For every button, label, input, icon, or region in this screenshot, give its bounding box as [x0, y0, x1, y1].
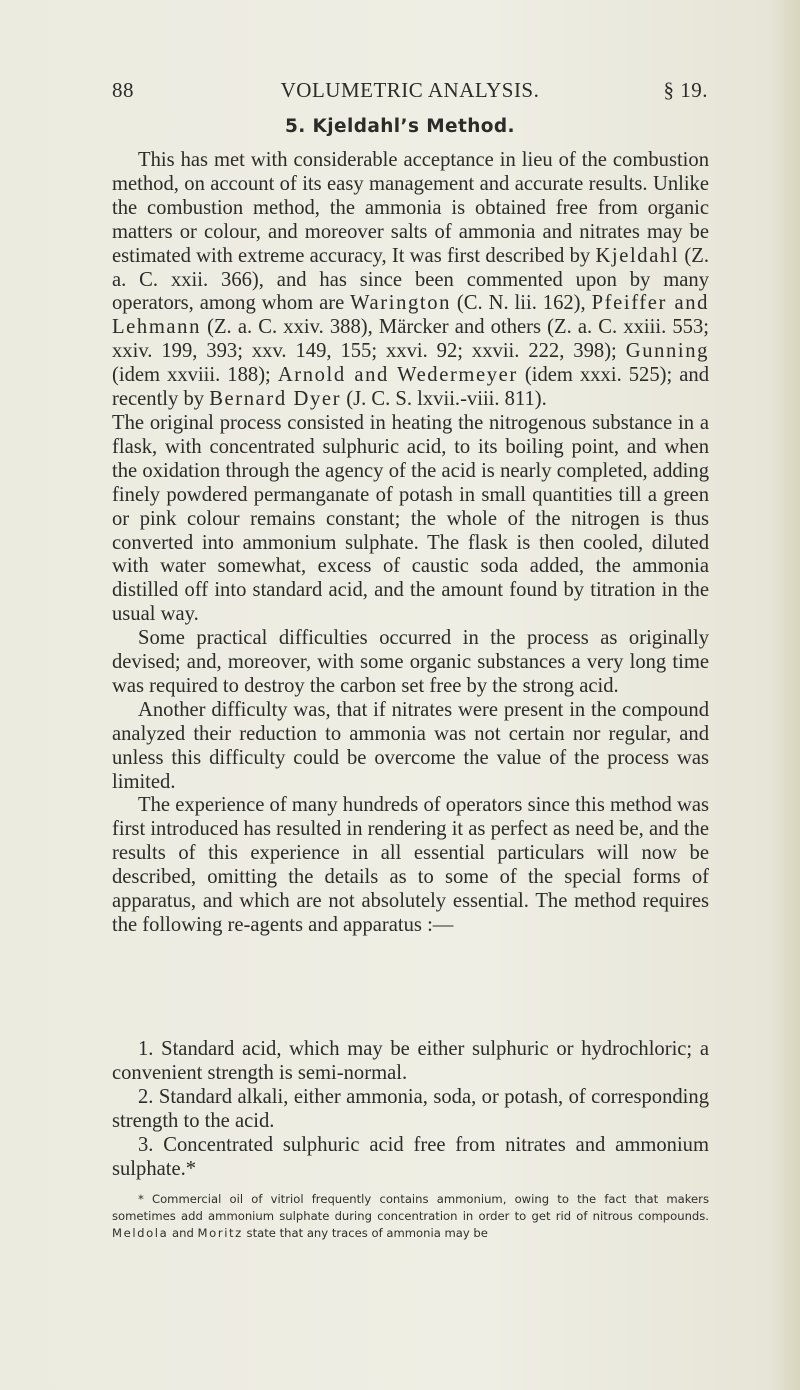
paragraph-4-text: Another difficulty was, that if nitrates were present in the compound analyzed their reduction to ammonia was not certain nor regular, and unless this difficulty could be overcome the value of the process was limited. [112, 698, 709, 793]
footnote-text-b: and [168, 1226, 198, 1240]
section-heading: 5. Kjeldahl’s Method. [285, 116, 515, 137]
name-moritz: Moritz [197, 1226, 243, 1240]
page-edge-shadow [770, 0, 800, 1390]
name-warington: Warington [350, 292, 451, 315]
paragraph-3-text: Some practical difficulties occurred in the process as originally devised; and, moreover, with some organic substances a very long time was required to destroy the carbon set free by the strong acid. [112, 627, 709, 697]
name-meldola: Meldola [112, 1226, 169, 1240]
ref-7: (J. C. S. lxvii.-viii. 811). [341, 388, 547, 411]
list-item-3-text: 3. Concentrated sulphuric acid free from nitrates and ammonium sulphate.* [112, 1133, 709, 1180]
list-item-1-text: 1. Standard acid, which may be either sulphuric or hydrochloric; a convenient strength is semi-normal. [112, 1038, 709, 1084]
paragraph-3 [112, 627, 709, 699]
paragraph-5-text: The experience of many hundreds of operators since this method was first introduced has resulted in rendering it as perfect as need be, and the results of this experience in all essential particulars will now be described, omitting the details as to some of the special forms of apparatus, and which are not absolutely essential. The method requires the following re-agents and apparatus :— [112, 794, 709, 936]
ref-4: and others (Z. a. C. xxiii. 553; xxiv. 199, 393; xxv. 149, 155; xxvi. 92; xxvii. 222, 398); [112, 316, 709, 363]
ref-3: (Z. a. C. xxiv. 388), [200, 316, 379, 339]
list-item [112, 1134, 709, 1182]
running-title: VOLUMETRIC ANALYSIS. [280, 78, 540, 102]
ref-2: (C. N. lii. 162), [451, 292, 592, 315]
paragraph-1 [112, 149, 709, 412]
list-item [112, 1038, 709, 1086]
paragraph-2 [112, 412, 709, 627]
section-marker: § 19. [663, 78, 708, 102]
footnote [112, 1191, 709, 1242]
ref-1: (Z. a. C. xxii. 366), and has since been commented upon by many operators, among whom are [112, 244, 710, 315]
paragraph-1-text-a: This has met with considerable acceptance in lieu of the combustion method, on account of its easy management and accurate results. Unlike the combustion method, the ammonia is obtained free from organic matters or colour, and moreover salts of ammonia and nitrates may be estimated with extreme accuracy, It was first described by [112, 149, 709, 267]
ref-6: (idem xxxi. 525); and recently by [112, 364, 709, 411]
name-marcker: Märcker [378, 316, 449, 339]
footnote-text-c: state that any traces of ammonia may be [242, 1226, 488, 1240]
body-text [112, 149, 709, 938]
name-bernard-dyer: Bernard Dyer [209, 388, 342, 411]
list-item [112, 1086, 709, 1134]
ref-5: (idem xxviii. 188); [112, 364, 278, 387]
name-gunning: Gunning [625, 340, 709, 363]
paragraph-4 [112, 699, 709, 795]
page-number: 88 [112, 78, 134, 102]
name-pfeiffer-lehmann: Pfeiffer and Lehmann [112, 292, 710, 339]
paragraph-2-text: The original process consisted in heating the nitrogenous substance in a flask, with concentrated sulphuric acid, to its boiling point, and when the oxidation through the agency of the acid is nearly completed, adding finely powdered permanganate of potash in small quantities till a green or pink colour remains constant; the whole of the nitrogen is thus converted into ammonium sulphate. The flask is then cooled, diluted with water somewhat, excess of caustic soda added, the ammonia distilled off into standard acid, and the amount found by titration in the usual way. [112, 411, 709, 626]
footnote-text-a: * Commercial oil of vitriol frequently contains ammonium, owing to the fact that makers sometimes add ammonium sulphate during concentration in order to get rid of nitrous compounds. [112, 1192, 709, 1223]
name-arnold-wedermeyer: Arnold and Wedermeyer [277, 364, 518, 387]
reagent-list [112, 1038, 709, 1181]
name-kjeldahl: Kjeldahl [595, 244, 680, 267]
running-head [112, 78, 708, 108]
paragraph-5 [112, 794, 709, 937]
list-item-2-text: 2. Standard alkali, either ammonia, soda, or potash, of corresponding strength to the acid. [112, 1085, 709, 1132]
